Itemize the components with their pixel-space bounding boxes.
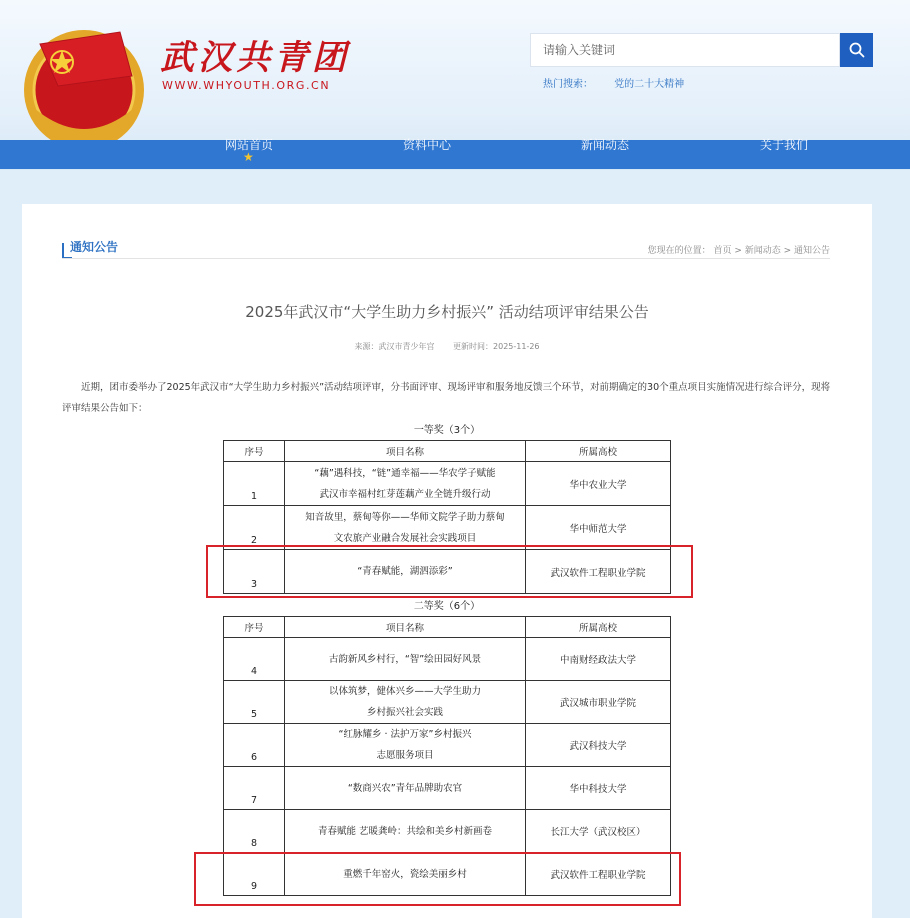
hot-search [543, 75, 702, 90]
row-no: 2 [224, 506, 285, 550]
search-icon [849, 42, 865, 58]
search-box [530, 33, 840, 67]
header-school: 所属高校 [526, 617, 671, 638]
highlight-box-row-9 [194, 852, 681, 906]
article-title: 2025年武汉市“大学生助力乡村振兴” 活动结项评审结果公告 [245, 303, 649, 321]
row-school: 华中师范大学 [526, 506, 671, 550]
row-project: “数商兴农”青年品牌助农官 [285, 767, 526, 810]
row-school: 中南财经政法大学 [526, 638, 671, 681]
article-intro: 近期，团市委举办了2025年武汉市“大学生助力乡村振兴”活动结项评审，分书面评审、现场评审和服务地反馈三个环节，对前期确定的30个重点项目实施情况进行综合评分，现将评审结果公告如下： [62, 382, 831, 414]
table-row [224, 810, 671, 853]
row-no: 9 [224, 853, 285, 896]
section-title: 通知公告 [70, 240, 119, 254]
table-header-row [224, 441, 671, 462]
site-logo-url: WWW.WHYOUTH.ORG.CN [162, 79, 331, 92]
search-button[interactable] [840, 33, 873, 67]
row-no: 1 [224, 462, 285, 506]
project-line: 乡村振兴社会实践 [366, 707, 443, 718]
row-no: 4 [224, 638, 285, 681]
row-school: 武汉科技大学 [526, 724, 671, 767]
hot-search-label: 热门搜索： [543, 79, 593, 90]
table-row [224, 506, 671, 550]
first-prize-caption: 一等奖（3个） [413, 425, 481, 436]
breadcrumb[interactable]: 您现在的位置： 首页 > 新闻动态 > 通知公告 [647, 246, 830, 256]
header-no: 序号 [224, 617, 285, 638]
nav-item-about[interactable]: 关于我们 [760, 138, 809, 152]
row-no: 3 [224, 550, 285, 594]
hot-search-link[interactable]: 党的二十大精神 [614, 79, 685, 90]
row-project [285, 462, 526, 506]
article-source: 来源：武汉市青少年宫 [354, 342, 435, 351]
search-input[interactable] [531, 34, 845, 66]
main-nav [0, 140, 910, 169]
row-school: 武汉城市职业学院 [526, 681, 671, 724]
second-prize-caption: 二等奖（6个） [413, 601, 481, 612]
project-line: 知音故里，蔡甸等你——华师文院学子助力蔡甸 [305, 511, 505, 523]
row-school: 武汉软件工程职业学院 [526, 853, 671, 896]
row-project [285, 681, 526, 724]
row-school: 长江大学（武汉校区） [526, 810, 671, 853]
row-project: “青春赋能，湖泗添彩” [285, 550, 526, 594]
nav-item-home[interactable]: 网站首页 [225, 138, 274, 152]
active-star-icon: ★ [243, 150, 254, 164]
highlight-box-row-3 [206, 545, 693, 598]
project-line: 武汉市幸福村红芽莲藕产业全链升级行动 [319, 488, 491, 500]
row-project [285, 506, 526, 550]
table-row [224, 767, 671, 810]
nav-item-news[interactable]: 新闻动态 [581, 138, 630, 152]
row-project: 重燃千年窑火，瓷绘美丽乡村 [285, 853, 526, 896]
header-no: 序号 [224, 441, 285, 462]
row-project [285, 724, 526, 767]
row-no: 5 [224, 681, 285, 724]
header-project: 项目名称 [285, 617, 526, 638]
table-row [224, 724, 671, 767]
header-project: 项目名称 [285, 441, 526, 462]
site-logo-title[interactable]: 武汉共青团 [160, 38, 350, 78]
section-divider [62, 258, 830, 259]
row-no: 8 [224, 810, 285, 853]
row-no: 6 [224, 724, 285, 767]
table-header-row [224, 617, 671, 638]
row-school: 华中农业大学 [526, 462, 671, 506]
row-project: 青春赋能 艺暖龚岭：共绘和美乡村新画卷 [285, 810, 526, 853]
row-school: 武汉软件工程职业学院 [526, 550, 671, 594]
row-no: 7 [224, 767, 285, 810]
row-school: 华中科技大学 [526, 767, 671, 810]
project-line: “藕”遇科技，“链”通幸福——华农学子赋能 [314, 467, 496, 479]
project-line: “红脉耀乡 · 法护万家”乡村振兴 [338, 729, 472, 740]
project-line: 以体筑梦，健体兴乡——大学生助力 [328, 686, 481, 697]
article-updated: 更新时间：2025-11-26 [453, 342, 540, 351]
project-line: 文农旅产业融合发展社会实践项目 [333, 532, 477, 544]
project-line: 志愿服务项目 [376, 750, 434, 761]
table-row [224, 681, 671, 724]
header-school: 所属高校 [526, 441, 671, 462]
row-project: 古韵新风乡村行，“智”绘田园好风景 [285, 638, 526, 681]
nav-item-resources[interactable]: 资料中心 [403, 138, 452, 152]
table-row [224, 638, 671, 681]
table-row [224, 462, 671, 506]
youth-league-emblem [20, 22, 148, 156]
article-meta [22, 341, 872, 352]
